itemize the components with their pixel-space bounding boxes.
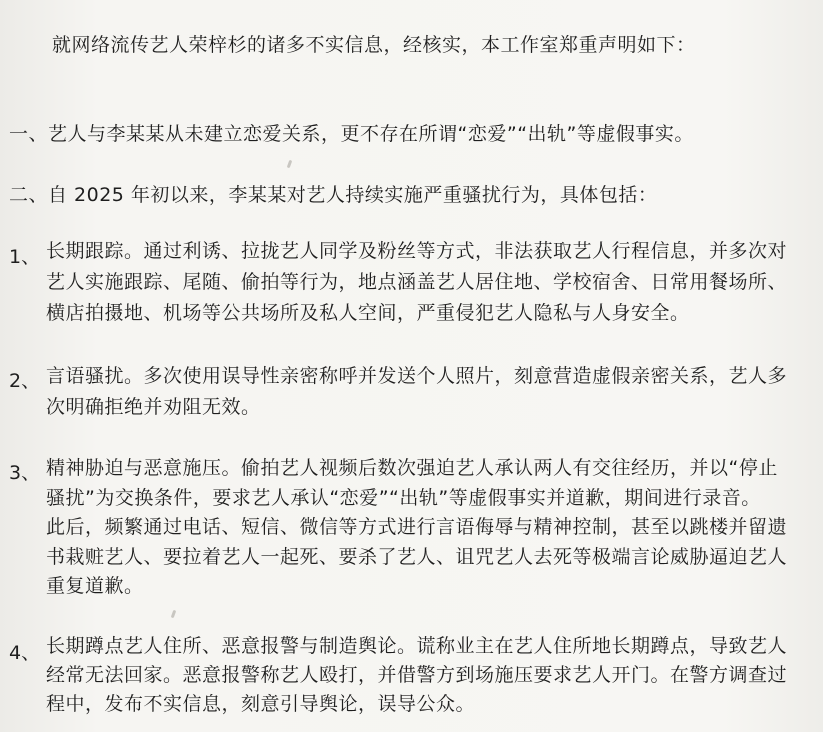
statement-point-2: 二、自 2025 年初以来，李某某对艺人持续实施严重骚扰行为，具体包括： xyxy=(9,184,658,206)
list-item-line: 经常无法回家。恶意报警称艺人殴打，并借警方到场施压要求艺人开门。在警方调查过 xyxy=(46,664,788,686)
statement-point-1: 一、艺人与李某某从未建立恋爱关系，更不存在所谓“恋爱”“出轨”等虚假事实。 xyxy=(9,123,694,145)
list-item-line: 重复道歉。 xyxy=(46,575,144,597)
list-item-line: 程中，发布不实信息，刻意引导舆论，误导公众。 xyxy=(46,693,476,715)
list-item-marker: 1、 xyxy=(9,246,41,268)
list-item-line: 长期跟踪。通过利诱、拉拢艺人同学及粉丝等方式，非法获取艺人行程信息，并多次对 xyxy=(46,240,788,262)
list-item-marker: 3、 xyxy=(9,462,41,484)
list-item-line: 言语骚扰。多次使用误导性亲密称呼并发送个人照片，刻意营造虚假亲密关系，艺人多 xyxy=(46,365,788,387)
list-item-marker: 4、 xyxy=(9,642,41,664)
list-item-line: 精神胁迫与恶意施压。偷拍艺人视频后数次强迫艺人承认两人有交往经历，并以“停止 xyxy=(46,457,778,479)
list-item-line: 艺人实施跟踪、尾随、偷拍等行为，地点涵盖艺人居住地、学校宿舍、日常用餐场所、 xyxy=(46,271,788,293)
list-item-line: 次明确拒绝并劝阻无效。 xyxy=(46,396,261,418)
list-item-line: 骚扰”为交换条件，要求艺人承认“恋爱”“出轨”等虚假事实并道歉，期间进行录音。 xyxy=(46,487,761,509)
paper-speck xyxy=(287,160,293,169)
list-item-line: 书栽赃艺人、要拉着艺人一起死、要杀了艺人、诅咒艺人去死等极端言论威胁逼迫艺人 xyxy=(46,546,788,568)
list-item-line: 横店拍摄地、机场等公共场所及私人空间，严重侵犯艺人隐私与人身安全。 xyxy=(46,302,690,324)
list-item-marker: 2、 xyxy=(9,370,41,392)
paper-speck xyxy=(171,610,177,619)
list-item-line: 长期蹲点艺人住所、恶意报警与制造舆论。谎称业主在艺人住所地长期蹲点，导致艺人 xyxy=(46,635,788,657)
list-item-line: 此后，频繁通过电话、短信、微信等方式进行言语侮辱与精神控制，甚至以跳楼并留遗 xyxy=(46,516,788,538)
statement-intro: 就网络流传艺人荣梓杉的诸多不实信息，经核实，本工作室郑重声明如下： xyxy=(52,34,696,56)
